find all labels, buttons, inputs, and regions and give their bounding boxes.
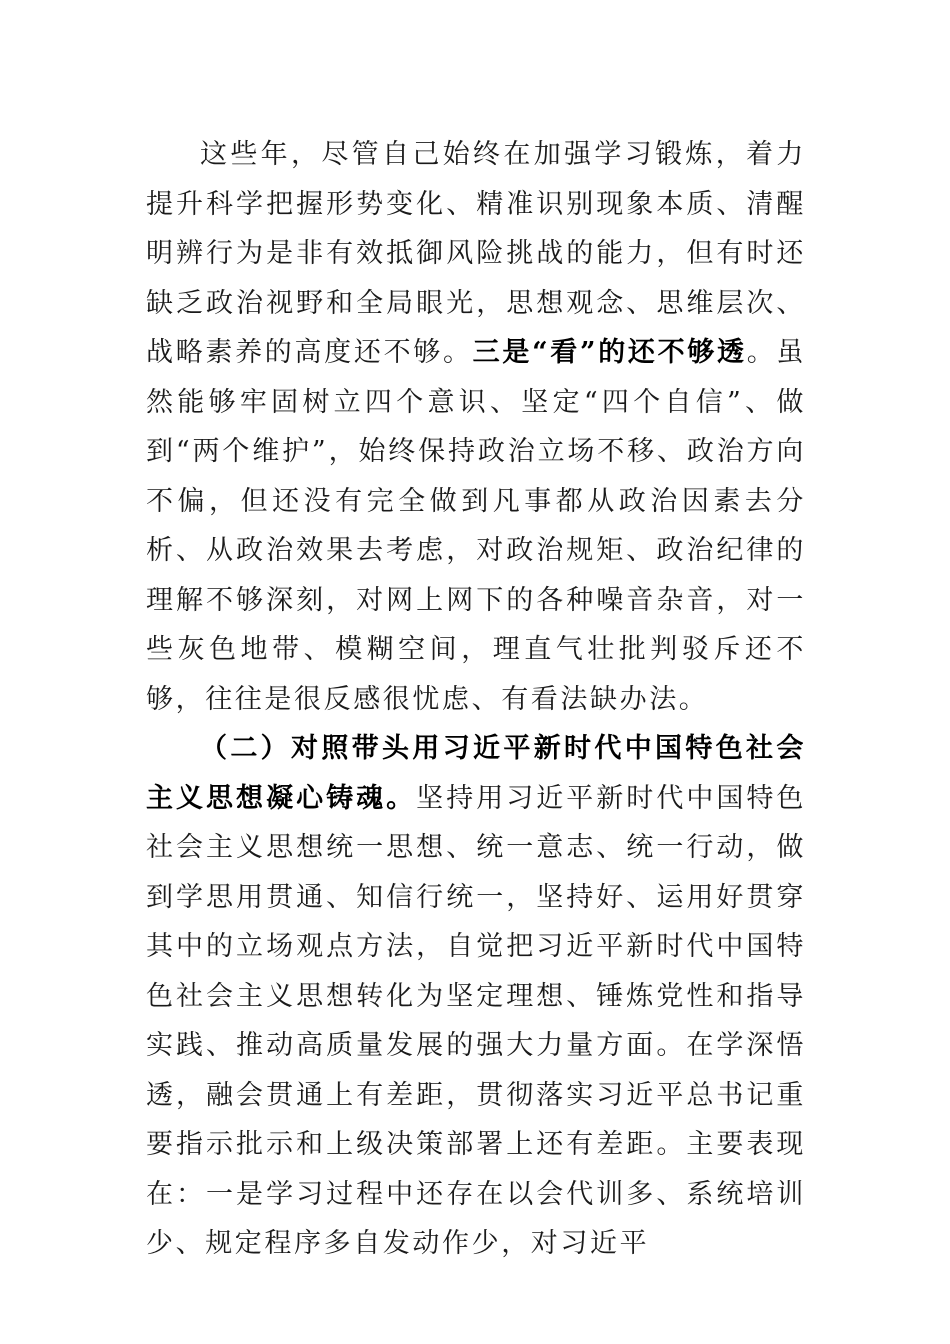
section-heading: （二）对照带头用习近平新时代中国特色社会主义思想凝心铸魂。	[146, 733, 806, 814]
paragraph-2	[146, 724, 806, 1269]
paragraph-1-bold-point: 三是“看”的还不够透	[472, 337, 747, 368]
document-body	[146, 130, 806, 1269]
paragraph-1	[146, 130, 806, 724]
paragraph-2-body: 坚持用习近平新时代中国特色社会主义思想统一思想、统一意志、统一行动，做到学思用贯通、知信行统一，坚持好、运用好贯穿其中的立场观点方法，自觉把习近平新时代中国特色社会主义思想转化为坚定理想、锤炼党性和指导实践、推动高质量发展的强大力量方面。在学深悟透，融会贯通上有差距，贯彻落实习近平总书记重要指示批示和上级决策部署上还有差距。主要表现在：一是学习过程中还存在以会代训多、系统培训少、规定程序多自发动作少，对习近平	[146, 782, 806, 1259]
paragraph-1-text: 这些年，尽管自己始终在加强学习锻炼，着力提升科学把握形势变化、精准识别现象本质、清醒明辨行为是非有效抵御风险挑战的能力，但有时还缺乏政治视野和全局眼光，思想观念、思维层次、战略素养的高度还不够。	[146, 139, 806, 368]
paragraph-1-continuation: 。虽然能够牢固树立四个意识、坚定“四个自信”、做到“两个维护”，始终保持政治立场不移、政治方向不偏，但还没有完全做到凡事都从政治因素去分析、从政治效果去考虑，对政治规矩、政治纪律的理解不够深刻，对网上网下的各种噪音杂音，对一些灰色地带、模糊空间，理直气壮批判驳斥还不够，往往是很反感很忧虑、有看法缺办法。	[146, 337, 806, 715]
